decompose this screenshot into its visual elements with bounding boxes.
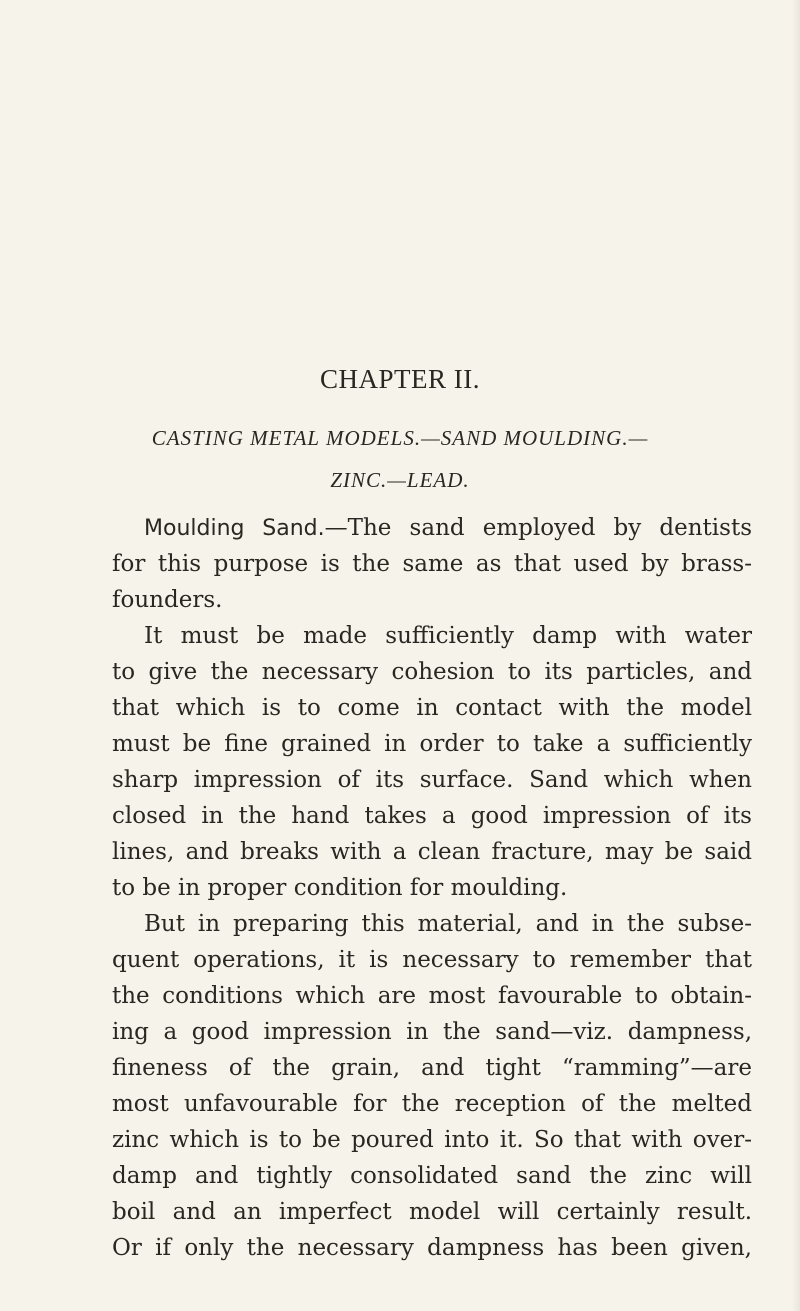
- text-line: lines, and breaks with a clean fracture, may be said: [112, 839, 752, 865]
- text-line: fineness of the grain, and tight “ramming”—are: [112, 1055, 752, 1081]
- text-line: damp and tightly consolidated sand the zinc will: [112, 1163, 752, 1189]
- text-line: to be in proper condition for moulding.: [112, 875, 568, 901]
- page-edge-shadow: [792, 0, 800, 1311]
- chapter-subtitle-line-2: ZINC.—LEAD.: [330, 468, 470, 492]
- text-line: founders.: [112, 587, 223, 613]
- chapter-subtitle-line-1: CASTING METAL MODELS.—SAND MOULDING.—: [151, 426, 649, 450]
- text-line: boil and an imperfect model will certainly result.: [112, 1199, 752, 1225]
- text-line: that which is to come in contact with the model: [112, 695, 752, 721]
- text-line: closed in the hand takes a good impression of its: [112, 803, 752, 829]
- text-line: most unfavourable for the reception of the melted: [112, 1091, 752, 1117]
- chapter-title: CHAPTER II.: [320, 364, 480, 394]
- text-line: Or if only the necessary dampness has been given,: [112, 1235, 752, 1261]
- text-line: It must be made sufficiently damp with water: [144, 623, 752, 649]
- body-text: [112, 510, 752, 1266]
- text-line: [112, 510, 752, 546]
- text-line-content: —The sand employed by dentists: [324, 515, 752, 541]
- text-line: to give the necessary cohesion to its particles, and: [112, 659, 752, 685]
- text-line: must be fine grained in order to take a sufficiently: [112, 731, 752, 757]
- section-lead-in: Moulding Sand.: [144, 516, 325, 541]
- text-line: quent operations, it is necessary to remember that: [112, 947, 752, 973]
- text-line: But in preparing this material, and in the subse-: [144, 911, 752, 937]
- text-line: the conditions which are most favourable to obtain-: [112, 983, 752, 1009]
- text-line: ing a good impression in the sand—viz. dampness,: [112, 1019, 752, 1045]
- text-line: sharp impression of its surface. Sand which when: [112, 767, 752, 793]
- text-line: for this purpose is the same as that used by brass-: [112, 551, 752, 577]
- text-line: zinc which is to be poured into it. So that with over-: [112, 1127, 752, 1153]
